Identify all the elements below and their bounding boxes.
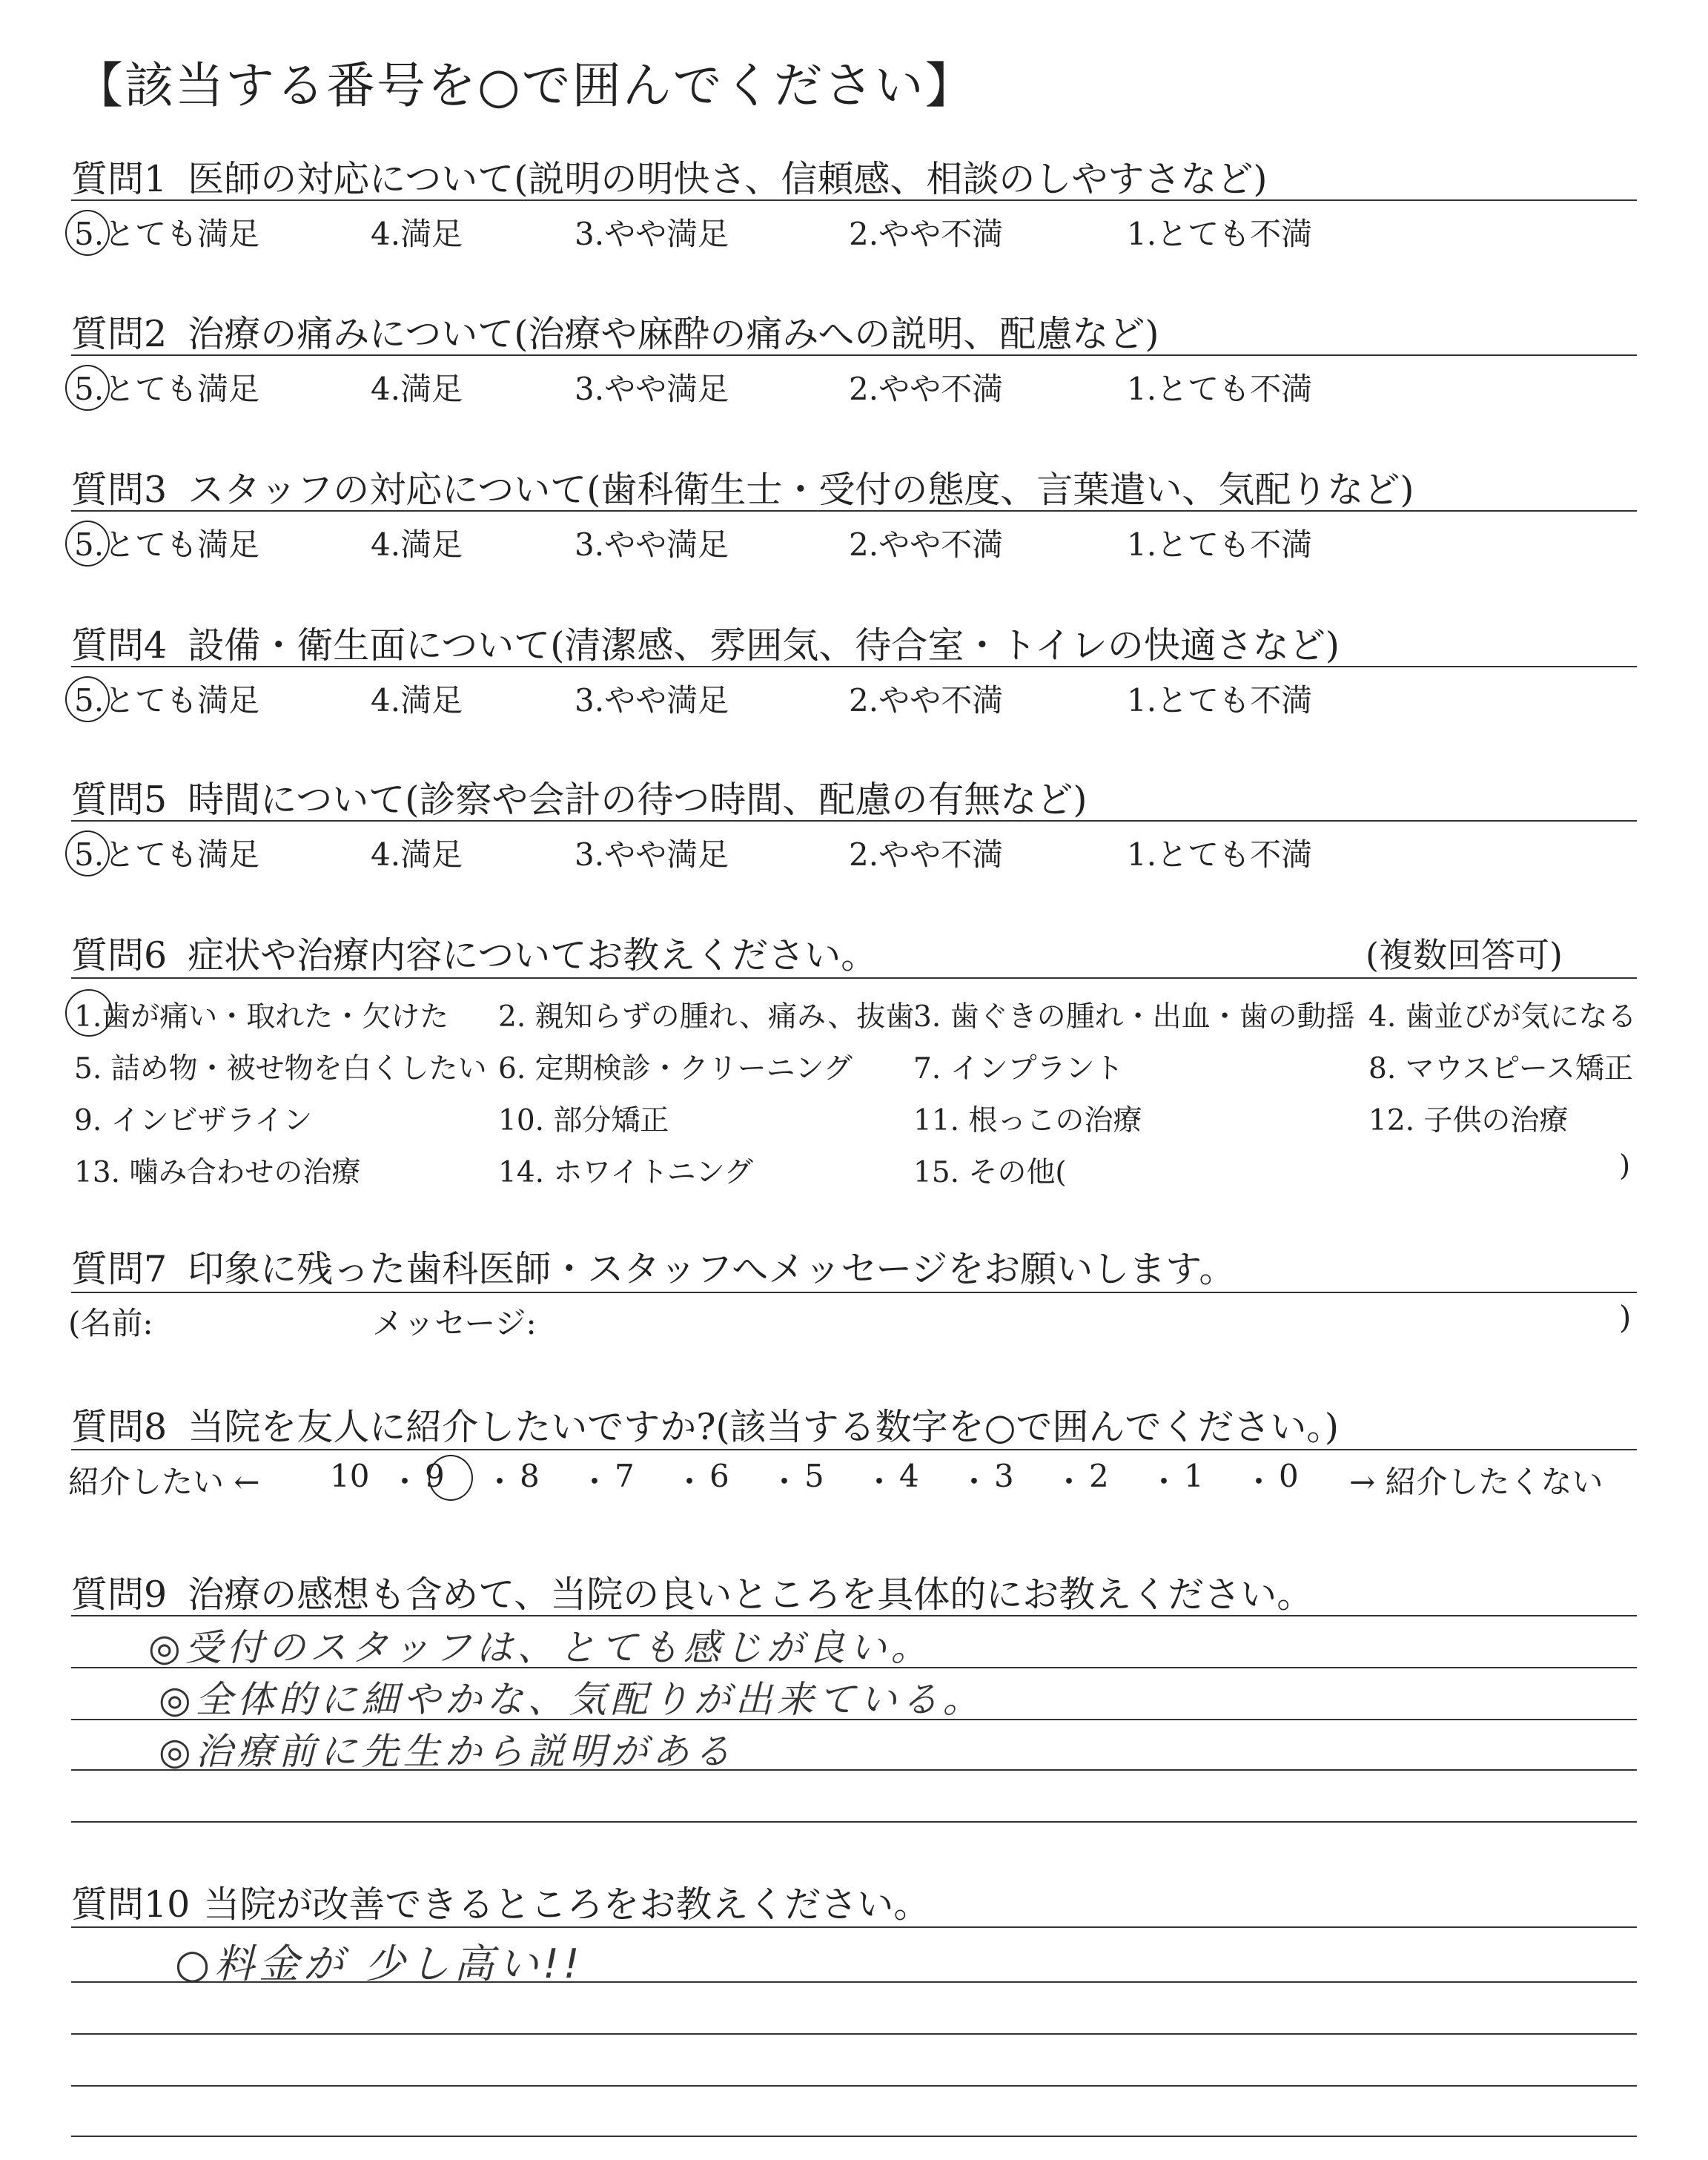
q1-option[interactable]: 3.やや満足	[575, 216, 729, 252]
q9-heading	[71, 1566, 1313, 1618]
q1-option[interactable]: 5.とても満足	[74, 216, 260, 252]
q7-message-label: メッセージ:	[372, 1305, 537, 1341]
q8-scale-value[interactable]: 6	[709, 1458, 729, 1494]
q3-heading	[71, 461, 1414, 513]
q10-heading	[71, 1876, 930, 1928]
q8-scale-value[interactable]: 3	[994, 1458, 1014, 1494]
q8-separator: ・	[1243, 1464, 1275, 1500]
q7-name-label: (名前:	[68, 1305, 153, 1341]
q3-option[interactable]: 4.満足	[371, 526, 463, 563]
q5-text: 時間について(診察や会計の待つ時間、配慮の有無など)	[188, 779, 1088, 821]
q9-label: 質問9	[71, 1573, 168, 1616]
q9-text: 治療の感想も含めて、当院の良いところを具体的にお教えください。	[188, 1573, 1314, 1616]
q5-option[interactable]: 4.満足	[371, 836, 463, 873]
q2-text: 治療の痛みについて(治療や麻酔の痛みへの説明、配慮など)	[188, 313, 1159, 355]
q6-option[interactable]: 11. 根っこの治療	[913, 1104, 1142, 1137]
q5-option[interactable]: 2.やや不満	[849, 836, 1004, 873]
q9-answer-2: ◎全体的に細やかな、気配りが出来ている。	[159, 1678, 984, 1721]
q1-text: 医師の対応について(説明の明快さ、信頼感、相談のしやすさなど)	[188, 158, 1268, 200]
q8-heading	[71, 1398, 1339, 1450]
q2-rule	[71, 354, 1637, 356]
q8-text: 当院を友人に紹介したいですか?(該当する数字を○で囲んでください。)	[188, 1406, 1339, 1448]
q9-rule-5	[71, 1821, 1637, 1823]
q6-option[interactable]: 6. 定期検診・クリーニング	[498, 1052, 853, 1086]
q6-option[interactable]: 8. マウスピース矯正	[1368, 1052, 1633, 1086]
q8-scale-value[interactable]: 0	[1279, 1458, 1299, 1494]
q5-selected-circle	[65, 830, 110, 876]
q8-scale-value[interactable]: 7	[615, 1458, 635, 1494]
form-title: 【該当する番号を○で囲んでください】	[74, 57, 976, 114]
q6-label: 質問6	[71, 934, 168, 977]
q3-label: 質問3	[71, 469, 168, 511]
q9-answer-3: ◎治療前に先生から説明がある	[159, 1730, 735, 1773]
q5-label: 質問5	[71, 779, 168, 821]
q4-option[interactable]: 5.とても満足	[74, 682, 260, 719]
q6-other-close-paren: )	[1619, 1149, 1631, 1183]
q5-option[interactable]: 1.とても不満	[1127, 836, 1313, 873]
q6-option[interactable]: 1.歯が痛い・取れた・欠けた	[74, 1000, 449, 1034]
q3-rule	[71, 510, 1637, 512]
q6-option[interactable]: 7. インプラント	[913, 1052, 1124, 1086]
q9-answer-1: ◎受付のスタッフは、とても感じが良い。	[148, 1626, 933, 1669]
q7-rule	[71, 1292, 1637, 1293]
q6-option[interactable]: 3. 歯ぐきの腫れ・出血・歯の動揺	[913, 1000, 1355, 1034]
q8-separator: ・	[959, 1464, 990, 1500]
q8-scale-value[interactable]: 9	[425, 1458, 445, 1494]
q8-selected-circle	[428, 1455, 473, 1501]
q7-label: 質問7	[71, 1248, 168, 1290]
q1-heading	[71, 151, 1267, 202]
q2-option[interactable]: 2.やや不満	[849, 371, 1004, 407]
q6-option[interactable]: 4. 歯並びが気になる	[1368, 1000, 1637, 1034]
q2-option[interactable]: 3.やや満足	[575, 371, 729, 407]
q10-rule-1	[71, 1926, 1637, 1928]
q1-option[interactable]: 2.やや不満	[849, 216, 1004, 252]
q6-option[interactable]: 13. 噛み合わせの治療	[74, 1156, 361, 1189]
q3-option[interactable]: 1.とても不満	[1127, 526, 1313, 563]
q8-scale-value[interactable]: 5	[804, 1458, 824, 1494]
q6-text: 症状や治療内容についてお教えください。	[188, 934, 878, 977]
q4-selected-circle	[65, 676, 110, 722]
q1-option[interactable]: 1.とても不満	[1127, 216, 1313, 252]
q1-option[interactable]: 4.満足	[371, 216, 463, 252]
q4-option[interactable]: 4.満足	[371, 682, 463, 719]
q4-label: 質問4	[71, 624, 168, 667]
q8-separator: ・	[484, 1464, 516, 1500]
q6-option[interactable]: 12. 子供の治療	[1368, 1104, 1569, 1137]
q8-separator: ・	[769, 1464, 801, 1500]
q8-separator: ・	[579, 1464, 611, 1500]
q8-separator: ・	[389, 1464, 421, 1500]
q4-option[interactable]: 3.やや満足	[575, 682, 729, 719]
q10-rule-4	[71, 2085, 1637, 2087]
q3-option[interactable]: 3.やや満足	[575, 526, 729, 563]
q4-rule	[71, 666, 1637, 667]
q3-option[interactable]: 5.とても満足	[74, 526, 260, 563]
q3-selected-circle	[65, 521, 110, 567]
q6-rule	[71, 977, 1637, 979]
q7-heading	[71, 1241, 1235, 1292]
q8-separator: ・	[1053, 1464, 1085, 1500]
q1-selected-circle	[65, 210, 110, 256]
q10-rule-3	[71, 2033, 1637, 2035]
q1-rule	[71, 199, 1637, 201]
q10-text: 当院が改善できるところをお教えください。	[203, 1883, 930, 1926]
q5-heading	[71, 771, 1087, 823]
q4-option[interactable]: 1.とても不満	[1127, 682, 1313, 719]
q9-rule-1	[71, 1615, 1637, 1616]
q7-close-paren: )	[1619, 1299, 1632, 1335]
q5-option[interactable]: 3.やや満足	[575, 836, 729, 873]
q8-scale-value[interactable]: 2	[1089, 1458, 1109, 1494]
q10-rule-5	[71, 2136, 1637, 2137]
q5-option[interactable]: 5.とても満足	[74, 836, 260, 873]
q1-label: 質問1	[71, 158, 168, 200]
q10-answer-1: ○料金が 少し高い!!	[175, 1941, 584, 1987]
q8-scale-value[interactable]: 4	[899, 1458, 919, 1494]
q2-option[interactable]: 1.とても不満	[1127, 371, 1313, 407]
q8-scale-value[interactable]: 8	[520, 1458, 540, 1494]
q7-text: 印象に残った歯科医師・スタッフへメッセージをお願いします。	[188, 1248, 1236, 1290]
q4-heading	[71, 617, 1340, 669]
q2-heading	[71, 305, 1159, 357]
q8-separator: ・	[1148, 1464, 1180, 1500]
q6-option[interactable]: 14. ホワイトニング	[498, 1156, 753, 1189]
q6-heading	[71, 927, 877, 979]
q8-scale-value[interactable]: 10	[330, 1458, 370, 1494]
q8-left-label: 紹介したい ←	[68, 1464, 260, 1500]
q4-option[interactable]: 2.やや不満	[849, 682, 1004, 719]
q8-scale-value[interactable]: 1	[1184, 1458, 1204, 1494]
q6-option[interactable]: 2. 親知らずの腫れ、痛み、抜歯	[498, 1000, 915, 1034]
q10-label: 質問10	[71, 1883, 191, 1926]
q2-label: 質問2	[71, 313, 168, 355]
q8-right-label: → 紹介したくない	[1349, 1464, 1603, 1500]
q6-option[interactable]: 9. インビザライン	[74, 1104, 313, 1137]
q2-selected-circle	[65, 365, 110, 411]
q6-selected-circle	[65, 989, 113, 1037]
q6-option[interactable]: 10. 部分矯正	[498, 1104, 669, 1137]
q6-multi-note: (複数回答可)	[1366, 935, 1563, 975]
q3-option[interactable]: 2.やや不満	[849, 526, 1004, 563]
q4-text: 設備・衛生面について(清潔感、雰囲気、待合室・トイレの快適さなど)	[188, 624, 1340, 667]
q2-option[interactable]: 4.満足	[371, 371, 463, 407]
q8-separator: ・	[864, 1464, 896, 1500]
q2-option[interactable]: 5.とても満足	[74, 371, 260, 407]
q6-option[interactable]: 5. 詰め物・被せ物を白くしたい	[74, 1052, 487, 1086]
q6-option[interactable]: 15. その他(	[913, 1156, 1067, 1189]
q8-rule	[71, 1449, 1637, 1450]
q8-separator: ・	[674, 1464, 706, 1500]
q5-rule	[71, 820, 1637, 822]
q3-text: スタッフの対応について(歯科衛生士・受付の態度、言葉遣い、気配りなど)	[188, 469, 1414, 511]
q8-label: 質問8	[71, 1406, 168, 1448]
